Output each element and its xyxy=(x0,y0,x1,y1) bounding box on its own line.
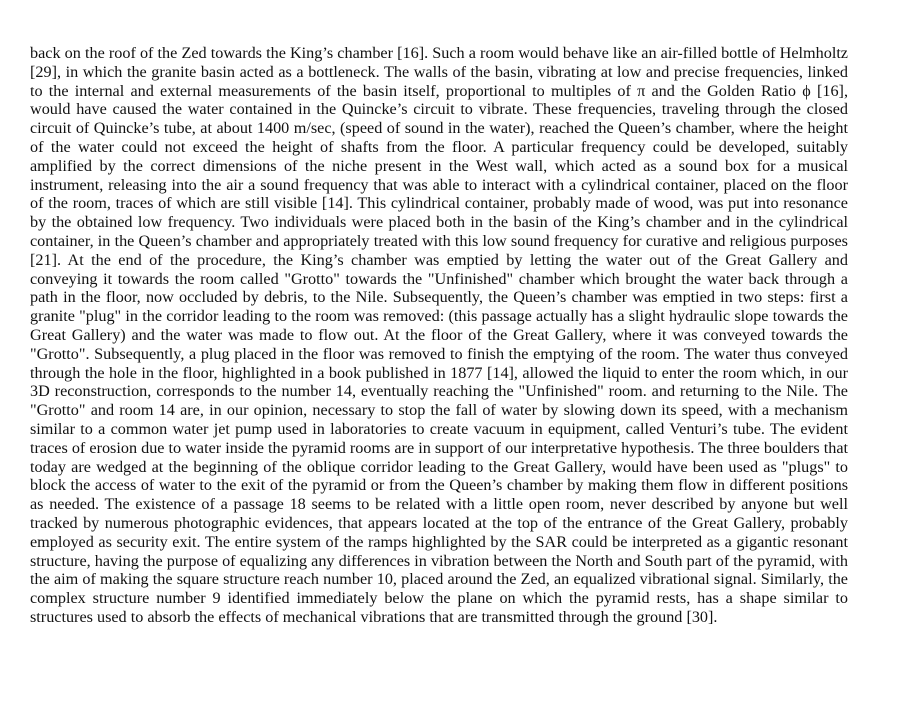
page-body xyxy=(30,44,848,627)
body-paragraph: back on the roof of the Zed towards the King’s chamber [16]. Such a room would behave like an air-filled bottle of Helmholtz [29], in which the granite basin acted as a bottleneck. The walls of the basin, vibrating at low and precise frequencies, linked to the internal and external measurements of the basin itself, proportional to multiples of π and the Golden Ratio ϕ [16], would have caused the water contained in the Quincke’s circuit to vibrate. These frequencies, traveling through the closed circuit of Quincke’s tube, at about 1400 m/sec, (speed of sound in the water), reached the Queen’s chamber, where the height of the water could not exceed the height of shafts from the floor. A particular frequency could be developed, suitably amplified by the correct dimensions of the niche present in the West wall, which acted as a sound box for a musical instrument, releasing into the air a sound frequency that was able to interact with a cylindrical container, placed on the floor of the room, traces of which are still visible [14]. This cylindrical container, probably made of wood, was put into resonance by the obtained low frequency. Two individuals were placed both in the basin of the King’s chamber and in the cylindrical container, in the Queen’s chamber and appropriately treated with this low sound frequency for curative and religious purposes [21]. At the end of the procedure, the King’s chamber was emptied by letting the water out of the Great Gallery and conveying it towards the room called "Grotto" towards the "Unfinished" chamber which brought the water back through a path in the floor, now occluded by debris, to the Nile. Subsequently, the Queen’s chamber was emptied in two steps: first a granite "plug" in the corridor leading to the room was removed: (this passage actually has a slight hydraulic slope towards the Great Gallery) and the water was made to flow out. At the floor of the Great Gallery, where it was conveyed towards the "Grotto". Subsequently, a plug placed in the floor was removed to finish the emptying of the room. The water thus conveyed through the hole in the floor, highlighted in a book published in 1877 [14], allowed the liquid to enter the room which, in our 3D reconstruction, corresponds to the number 14, eventually reaching the "Unfinished" room. and returning to the Nile. The "Grotto" and room 14 are, in our opinion, necessary to stop the fall of water by slowing down its speed, with a mechanism similar to a common water jet pump used in laboratories to create vacuum in equipment, called Venturi’s tube. The evident traces of erosion due to water inside the pyramid rooms are in support of our interpretative hypothesis. The three boulders that today are wedged at the beginning of the oblique corridor leading to the Great Gallery, would have been used as "plugs" to block the access of water to the exit of the pyramid or from the Queen’s chamber by making them flow in different positions as needed. The existence of a passage 18 seems to be related with a little open room, never described by anyone but well tracked by numerous photographic evidences, that appears located at the top of the entrance of the Great Gallery, probably employed as security exit. The entire system of the ramps highlighted by the SAR could be interpreted as a gigantic resonant structure, having the purpose of equalizing any differences in vibration between the North and South part of the pyramid, with the aim of making the square structure reach number 10, placed around the Zed, an equalized vibrational signal. Similarly, the complex structure number 9 identified immediately below the plane on which the pyramid rests, has a shape similar to structures used to absorb the effects of mechanical vibrations that are transmitted through the ground [30]. xyxy=(30,44,848,626)
